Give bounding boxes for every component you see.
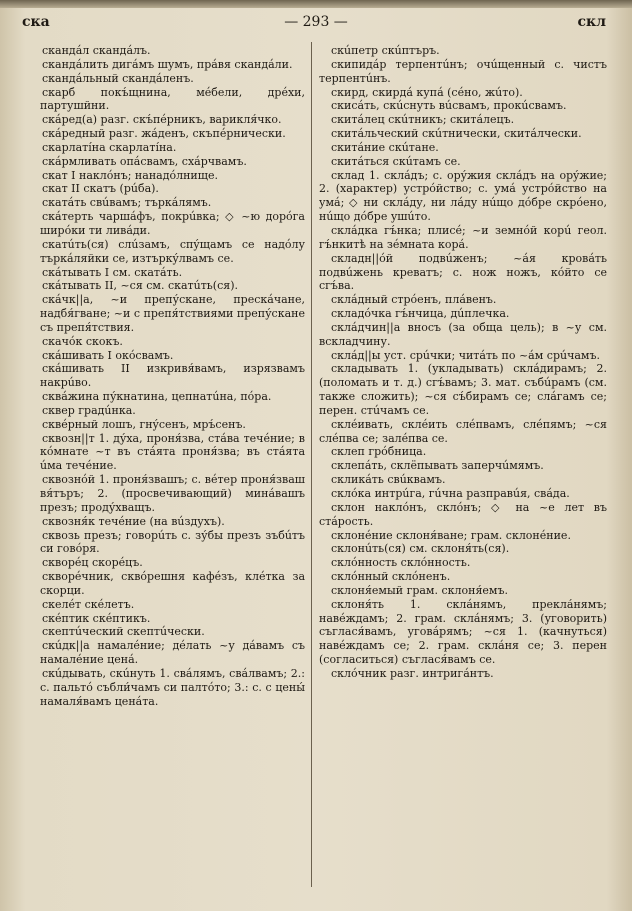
entry: склóка интрúга, гúчна разправúя, свáда.	[331, 487, 570, 500]
entry: сквозн||т 1. ду́ха, проня́зва, стáва течéние; в кóмнате ~т въ стáята проня́зва; въ стáята úма течéние.	[40, 431, 305, 473]
entry: склад 1. склáдъ; с. орýжия склáдъ на орýжие; 2. (характер) устрóйство; с. умá устрóйство на умá; ◇ ни склáду, ни лáду нúщо дóбре скрóено, нúщо дóбре ушúто.	[319, 168, 607, 224]
entry: склáдный стрóенъ, плáвенъ.	[331, 293, 497, 307]
entry: складывать 1. (укладывать) склáдирамъ; 2. (поломать и т. д.) сгъ́вамъ; 3. мат. събúрамъ (см. также сложить); ~ся съ́бирамъ се; слáгамъ се; перен. стúчамъ се.	[319, 362, 607, 417]
entry: склеп грóбница.	[331, 445, 427, 459]
entry: склóнный склóненъ.	[331, 570, 451, 584]
entry: склонéние склоня́ване; грам. склонéние.	[331, 528, 571, 542]
page-number: — 293 —	[284, 14, 348, 30]
entry: скéптик скéптикъ.	[42, 611, 151, 625]
entry: скитáться скúтамъ се.	[331, 154, 461, 168]
entry: скат II скатъ (рúба).	[42, 182, 159, 196]
entry: скúдывать, скúнуть 1. свáлямъ, свáлвамъ; 2.: с. пальтó събли́чамъ си палтóто; 3.: с. с цены́ намаля́вамъ ценáта.	[40, 666, 305, 708]
entry: склон наклóнъ, склóнъ; ◇ на ~е лет въ стáрость.	[319, 500, 607, 528]
entry: склóнность склóнность.	[331, 556, 471, 570]
entry: скáтывать II, ~ся см. скатúть(ся).	[42, 279, 238, 293]
entry: скáтывать I см. скатáть.	[42, 265, 183, 279]
entry: склоня́емый грам. склоня́емъ.	[331, 583, 508, 597]
entry: скитáльческий скúтнически, скитáлчески.	[331, 127, 582, 141]
entry: сквознóй 1. проня́звашъ; с. вéтер проня́зваш вя́търъ; 2. (просвечивающий) минáвашъ презъ; проду́хващъ.	[40, 473, 305, 514]
entry: скат I наклóнъ; нанадóлнище.	[42, 168, 218, 182]
entry: скипидáр терпентúнъ; очúщенный с. чистъ терпентúнъ.	[319, 57, 607, 85]
entry: скирд, скирдá купá (сéно, жúто).	[331, 85, 523, 99]
entry: скáрмливать опáсвамъ, схáрчвамъ.	[42, 154, 247, 168]
entry: складóчка гъ́нчица, дúплечка.	[331, 307, 510, 321]
entry: скисáть, скúснуть вúсвамъ, прокúсвамъ.	[331, 99, 567, 113]
entry: скитáлец скúтникъ; скитáлецъ.	[331, 113, 515, 127]
entry: скарб покъ́щнина, мéбели, дрéхи, партушйни.	[40, 85, 305, 113]
entry: склонúть(ся) см. склоня́ть(ся).	[331, 542, 510, 556]
entry: сквозня́к течéние (на вúздухъ).	[42, 514, 225, 528]
entry: скелéт скéлетъ.	[42, 597, 135, 611]
entry: скептúческий скептúчески.	[42, 625, 205, 639]
entry: скáтерть чаршáфъ, покрúвка; ◇ ~ю дорóга ширóки ти ливáди.	[40, 210, 305, 237]
entry: скáред(а) разг. скъ́пéрникъ, варикля́чко.	[42, 113, 282, 127]
entry: скáшивать II изкривя́вамъ, изрязвамъ накрúво.	[40, 362, 305, 390]
entry: склáд||ы уст. срúчки; читáть по ~áм срúчамъ.	[331, 348, 600, 362]
entry: скúпетр скúптъръ.	[331, 44, 440, 57]
header-left-guideword: ска	[22, 14, 50, 30]
entry: сквозь презъ; говорúть с. зу́бы презъ зъбúтъ си говóря.	[40, 528, 305, 556]
entry: скворéц скорéцъ.	[42, 556, 143, 570]
entry: склоня́ть 1. склáнямъ, прекла́нямъ; навéждамъ; 2. грам. склáнямъ; 3. (уговорить) съглася́вамъ, уговáрямъ; ~ся 1. (качнуться) навéждамъ се; 2. грам. склáня се; 3. перен (согласиться) съглася́вамъ се.	[319, 597, 607, 667]
header-right-guideword: скл	[577, 14, 606, 30]
column-divider	[311, 42, 312, 887]
entry: скатúть(ся) слúзамъ, спу́щамъ се надóлу търкáляйки се, изтъркýлвамъ се.	[40, 237, 305, 265]
entry: склáдка гъ́нка; плисé; ~и земнóй корú геол. гъ́нкитѣ на зéмната корá.	[319, 223, 607, 251]
right-column	[319, 44, 607, 681]
page-top-edge	[0, 0, 632, 8]
entry: скандáл скандáлъ.	[42, 44, 151, 57]
left-column	[40, 44, 305, 709]
entry: скáшивать I окóсвамъ.	[42, 348, 174, 362]
entry: скворéчник, сквóрешня кафéзъ, клéтка за скорци.	[40, 570, 305, 597]
entry: сквер градúнка.	[42, 403, 136, 417]
entry: скáчк||а, ~и препу́скане, прескáчане, надбя́гване; ~и с препя́тствиями препу́скане съ препя́тствия.	[40, 293, 305, 334]
entry: скáредный разг. жáденъ, скъпéрнически.	[42, 127, 286, 141]
entry: скúдк||а намалéние; дéлать ~у дáвамъ съ намалéние ценá.	[40, 639, 305, 667]
entry: склáдчин||а вносъ (за обща цель); в ~у см. вскладчину.	[319, 320, 607, 348]
entry: склепáть, склёпывать заперчúмямъ.	[331, 459, 544, 473]
entry: скитáние скúтане.	[331, 140, 439, 154]
entry: скликáть свúквамъ.	[331, 473, 446, 487]
entry: скандáлить дигáмъ шумъ, прáвя скандáли.	[42, 57, 293, 71]
page-header	[0, 14, 632, 36]
entry: скачóк скокъ.	[42, 334, 123, 348]
entry: скарлатíна скарлатíна.	[42, 140, 177, 154]
entry: складн||óй подвúженъ; ~áя кровáть подвúжень креватъ; с. нож ножъ, кóйто се сгъ́ва.	[319, 251, 607, 293]
entry: скандáльный скандáленъ.	[42, 71, 194, 85]
entry: скатáть свúвамъ; търкáлямъ.	[42, 196, 212, 210]
entry: сквáжина пу́кнатина, цепнатúна, пóра.	[42, 390, 272, 404]
entry: склóчник разг. интригáнтъ.	[331, 666, 494, 680]
entry: склéивать, склéить слéпвамъ, слéпямъ; ~ся слéпва се; залéпва се.	[319, 417, 607, 445]
entry: сквéрный лошъ, гнýсенъ, мръ́сенъ.	[42, 417, 246, 431]
